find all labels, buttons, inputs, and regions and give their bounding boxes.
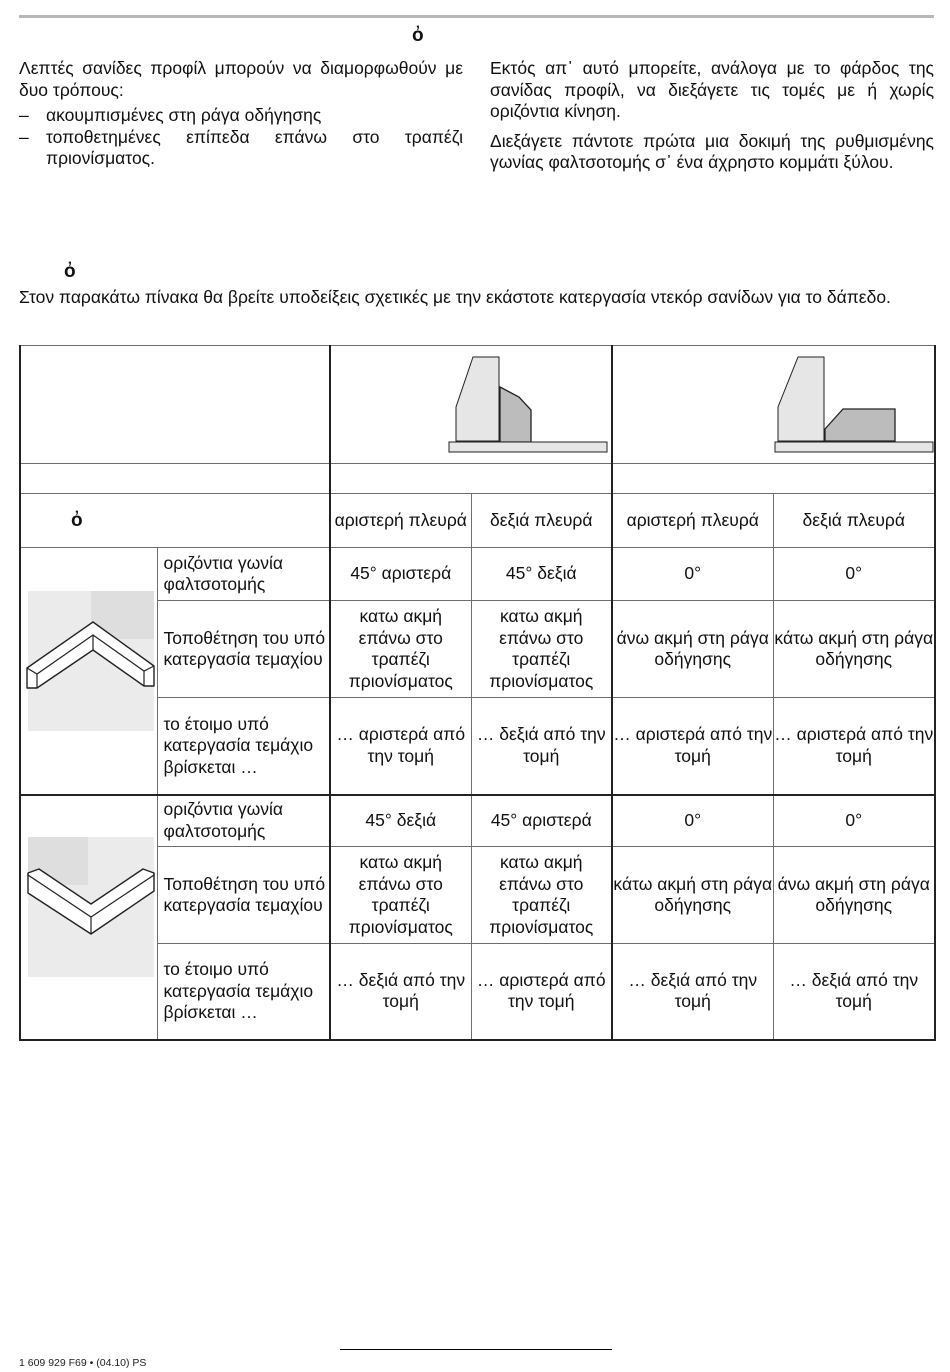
table-cell: … αριστερά από την τομή (471, 944, 612, 1040)
section-heading-mark: ὀ (412, 25, 424, 46)
row-label: Τοποθέτηση του υπό κατεργασία τεμαχίου (157, 601, 330, 698)
table-header-mark: ὀ (20, 494, 330, 548)
table-cell: 0° (612, 548, 773, 601)
table-flat-icon (613, 347, 936, 463)
miter-table (19, 345, 936, 1041)
table-cell: άνω ακμή στη ράγα οδήγησης (773, 847, 935, 944)
table-cell: … αριστερά από την τομή (773, 698, 935, 795)
table-cell: κατω ακμή επάνω στο τραπέζι πριονίσματος (330, 847, 471, 944)
column-header: δεξιά πλευρά (471, 494, 612, 548)
vertical-workpiece-diagram (330, 346, 612, 464)
table-cell: 45° δεξιά (471, 548, 612, 601)
top-rule (19, 15, 934, 18)
table-cell: 45° δεξιά (330, 795, 471, 847)
table-cell: 45° αριστερά (330, 548, 471, 601)
left-column (19, 58, 463, 170)
table-cell: κάτω ακμή στη ράγα οδήγησης (612, 847, 773, 944)
right-column (490, 58, 934, 182)
inner-corner-icon (23, 591, 155, 751)
outer-corner-cell (20, 795, 157, 1040)
row-label: οριζόντια γωνία φαλτσοτομής (157, 795, 330, 847)
row-label: οριζόντια γωνία φαλτσοτομής (157, 548, 330, 601)
table-cell: 0° (612, 795, 773, 847)
table-corner-cell (20, 346, 330, 464)
column-header: αριστερή πλευρά (612, 494, 773, 548)
footer-rule (340, 1349, 612, 1350)
table-cell: … δεξιά από την τομή (612, 944, 773, 1040)
row-label: το έτοιμο υπό κατεργασία τεμάχιο βρίσκεται … (157, 698, 330, 795)
table-cell: 0° (773, 795, 935, 847)
left-intro: Λεπτές σανίδες προφίλ μπορούν να διαμορφωθούν με δυο τρόπους: (19, 58, 463, 100)
list-item-text: τοποθετημένες επίπεδα επάνω στο τραπέζι πριονίσματος. (46, 126, 463, 168)
table-cell: … αριστερά από την τομή (330, 698, 471, 795)
table-cell: άνω ακμή στη ράγα οδήγησης (612, 601, 773, 698)
outer-corner-icon (23, 837, 155, 997)
section-intro: Στον παρακάτω πίνακα θα βρείτε υποδείξεις σχετικές με την εκάστοτε κατεργασία ντεκόρ σανίδων για το δάπεδο. (19, 287, 891, 307)
right-paragraph-1: Εκτός απ᾽ αυτό μπορείτε, ανάλογα με το φάρδος της σανίδας προφίλ, να διεξάγετε τις τομές με ή χωρίς οριζόντια κίνηση. (490, 58, 934, 121)
inner-corner-cell (20, 548, 157, 795)
column-header: δεξιά πλευρά (773, 494, 935, 548)
list-item: – τοποθετημένες επίπεδα επάνω στο τραπέζι πριονίσματος. (19, 126, 463, 168)
flat-workpiece-diagram (612, 346, 935, 464)
table-cell: κατω ακμή επάνω στο τραπέζι πριονίσματος (471, 601, 612, 698)
table-cell: … δεξιά από την τομή (471, 698, 612, 795)
list-item: – ακουμπισμένες στη ράγα οδήγησης (19, 105, 322, 125)
footer-code: 1 609 929 F69 • (04.10) PS (19, 1357, 147, 1369)
list-item-text: ακουμπισμένες στη ράγα οδήγησης (46, 105, 322, 125)
subsection-heading-mark: ὀ (64, 261, 76, 282)
table-cell: … αριστερά από την τομή (612, 698, 773, 795)
column-header: αριστερή πλευρά (330, 494, 471, 548)
fence-upright-icon (331, 347, 612, 463)
table-cell: 45° αριστερά (471, 795, 612, 847)
table-cell: … δεξιά από την τομή (773, 944, 935, 1040)
table-cell: κατω ακμή επάνω στο τραπέζι πριονίσματος (330, 601, 471, 698)
row-label: το έτοιμο υπό κατεργασία τεμάχιο βρίσκεται … (157, 944, 330, 1040)
table-cell: … δεξιά από την τομή (330, 944, 471, 1040)
table-cell: 0° (773, 548, 935, 601)
table-cell: κάτω ακμή στη ράγα οδήγησης (773, 601, 935, 698)
row-label: Τοποθέτηση του υπό κατεργασία τεμαχίου (157, 847, 330, 944)
right-paragraph-2: Διεξάγετε πάντοτε πρώτα μια δοκιμή της ρυθμισμένης γωνίας φαλτσοτομής σ᾽ ένα άχρηστο κομμάτι ξύλου. (490, 130, 934, 172)
table-cell: κατω ακμή επάνω στο τραπέζι πριονίσματος (471, 847, 612, 944)
